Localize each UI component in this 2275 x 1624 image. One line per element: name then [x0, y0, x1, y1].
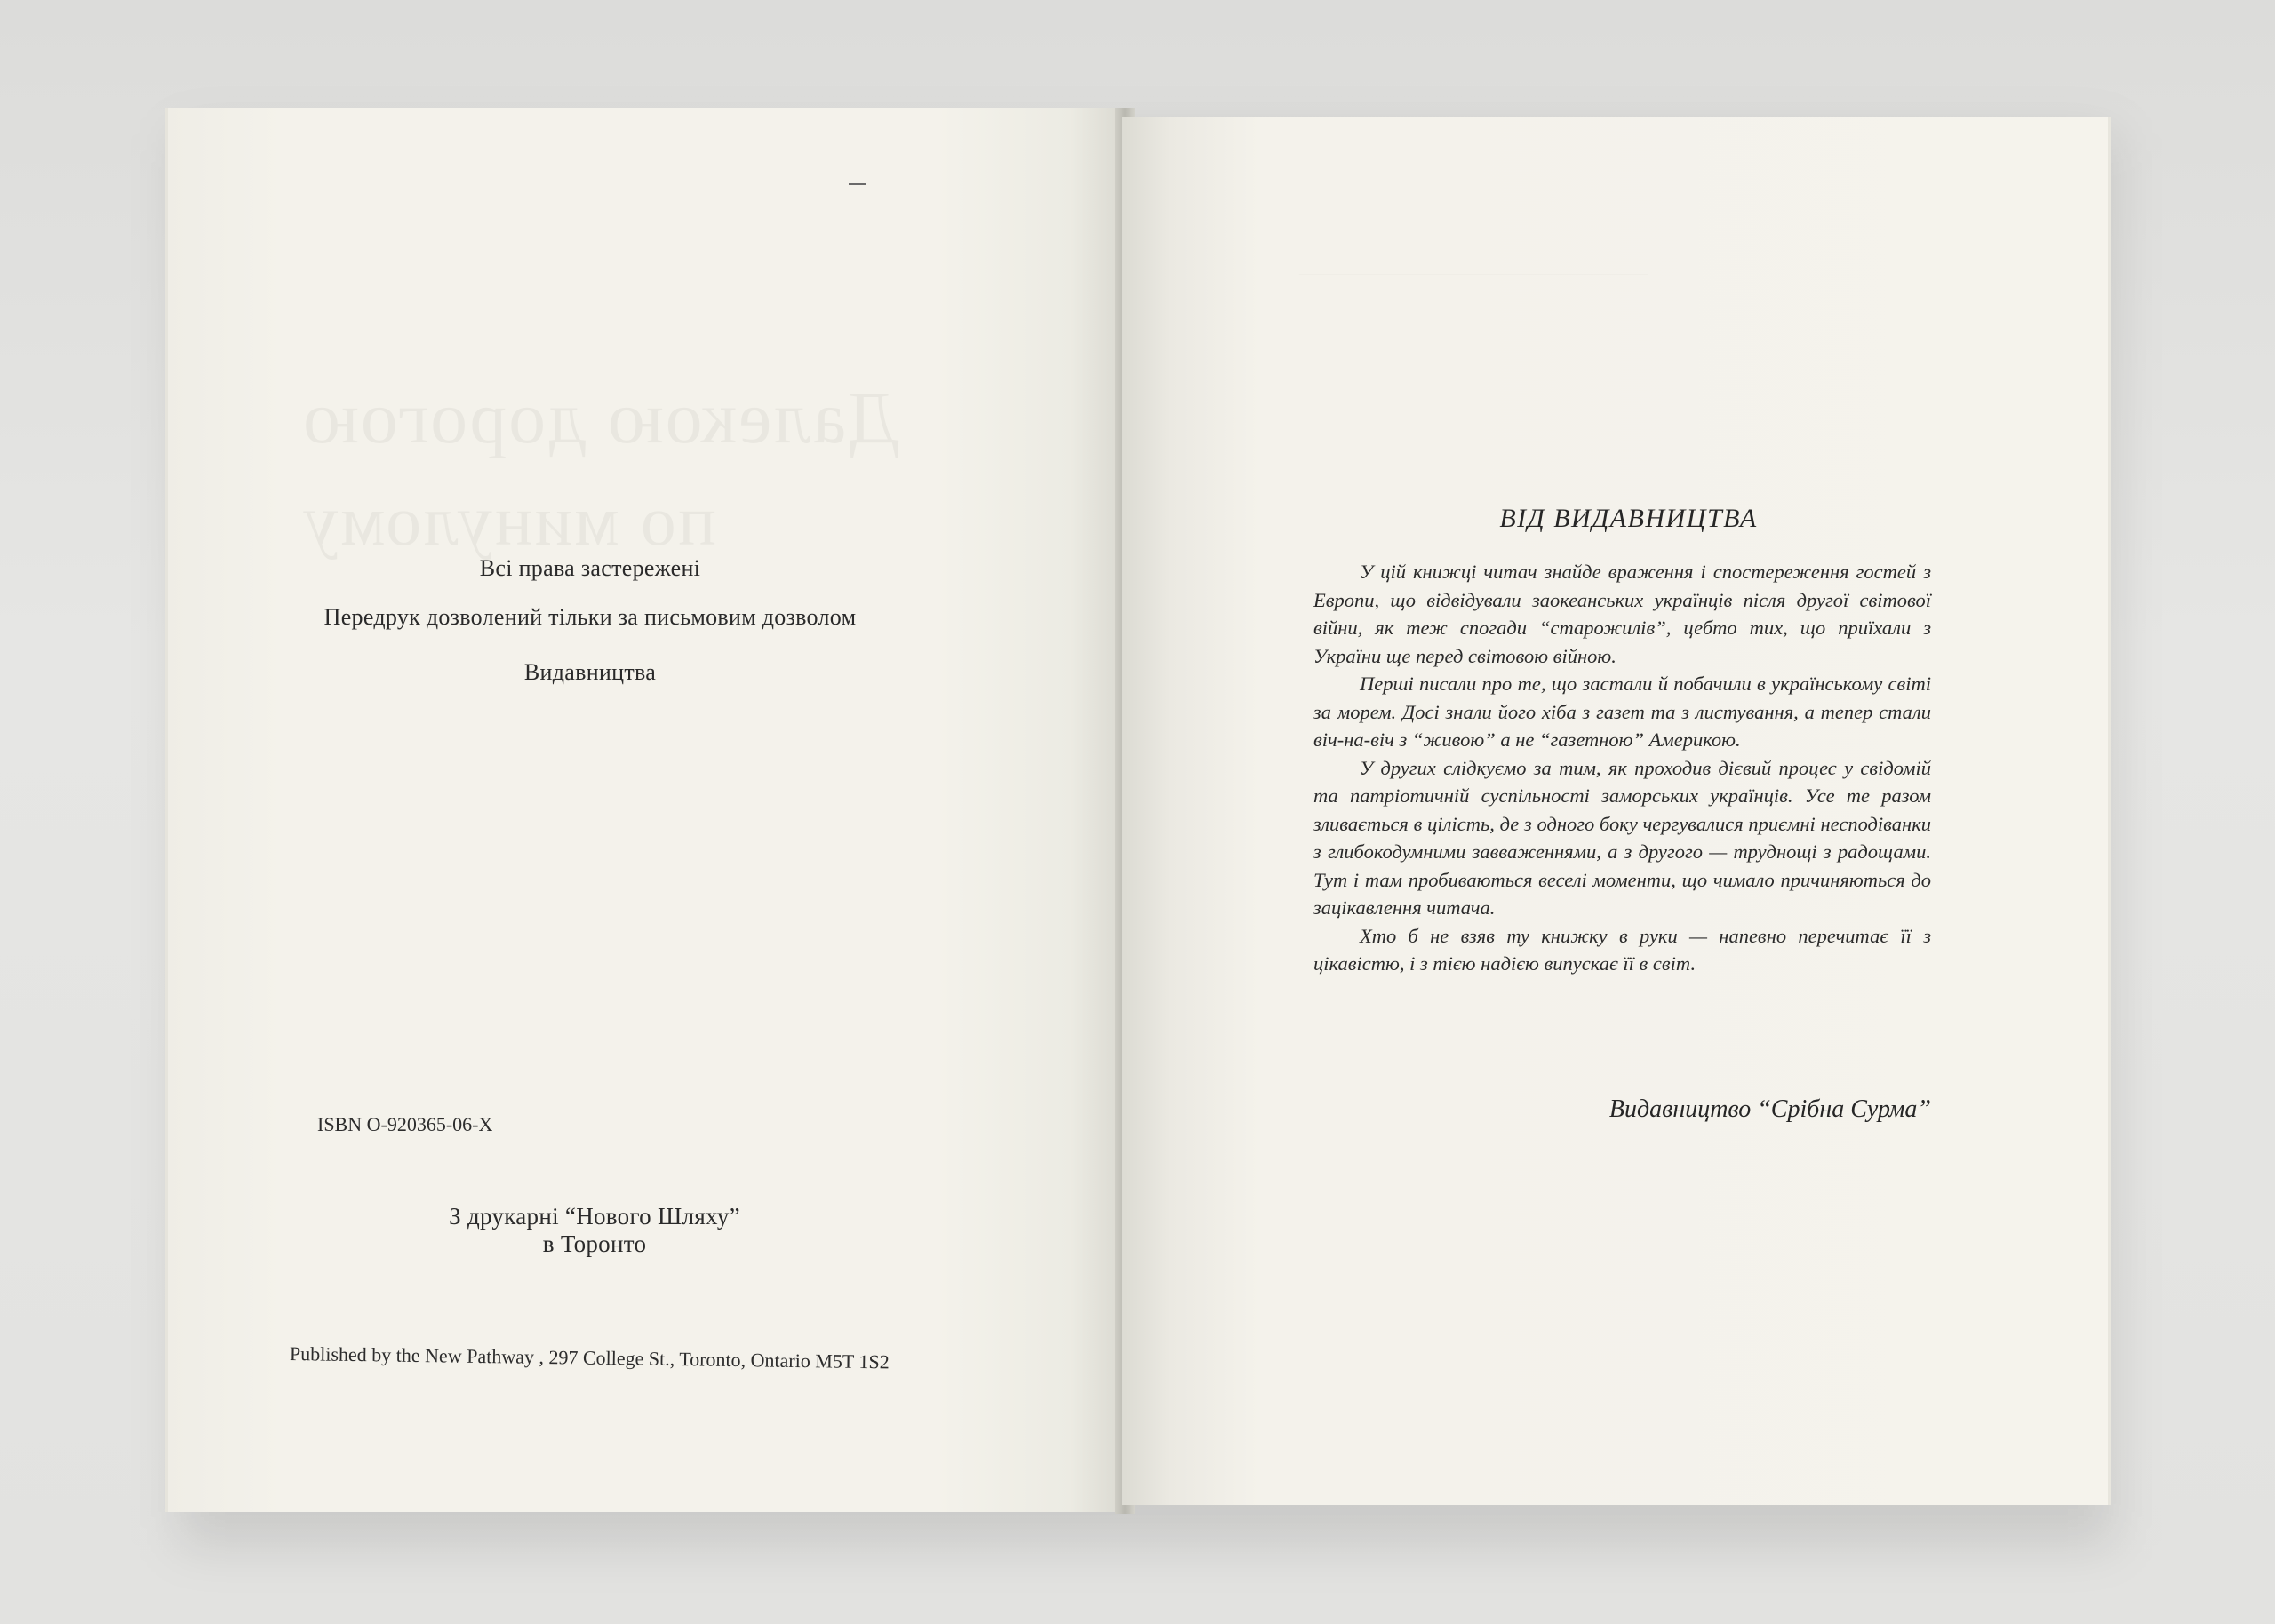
- reprint-notice: Передрук дозволений тільки за письмовим дозволом: [323, 604, 857, 630]
- publisher-foreword-body: [1313, 558, 1931, 978]
- publisher-signature: Видавництво “Срібна Сурма”: [1608, 1095, 1931, 1123]
- publisher-name: Видавництва: [523, 659, 657, 685]
- show-through-title: [301, 375, 899, 461]
- show-through-subtitle: [301, 482, 716, 562]
- foreword-paragraph: У других слідкуємо за тим, як проходив дієвий процес у свідомій та патріотичній суспільності заморських українців. Усе те разом зливається в цілість, де з одного боку чергувалися приємні несподіванки з глибокодумними завваженнями, а з другого — труднощі з радощами. Тут і там пробиваються веселі моменти, що чимало причиняються до зацікавлення читача.: [1313, 756, 1931, 919]
- printer-line: З друкарні “Нового Шляху”: [449, 1203, 740, 1230]
- ink-mark: [849, 183, 866, 185]
- foreword-paragraph: У цій книжці читач знайде враження і спостереження гостей з Европи, що відвідували заокеанських українців після другої світової війни, як теж спогади “старожилів”, цебто тих, що приїхали з України ще перед світовою війною.: [1313, 561, 1931, 667]
- published-by: Published by the New Pathway , 297 College St., Toronto, Ontario M5T 1S2: [289, 1342, 890, 1373]
- foreword-paragraph: Перші писали про те, що застали й побачили в українському світі за морем. Досі знали його хіба з газет та з листування, а тепер стали віч-на-віч з “живою” а не “газетною” Америкою.: [1313, 673, 1931, 751]
- isbn: ISBN O-920365-06-X: [317, 1113, 493, 1135]
- publisher-foreword-heading: ВІД ВИДАВНИЦТВА: [1499, 504, 1758, 533]
- show-through-lines: [1299, 259, 1648, 288]
- rights-reserved: Всі права застережені: [479, 555, 701, 581]
- left-page: [165, 108, 1128, 1512]
- foreword-paragraph: Хто б не взяв ту книжку в руки — напевно перечитає її з цікавістю, і з тією надією випускає її в світ.: [1313, 924, 1931, 975]
- printer-city: в Торонто: [542, 1230, 647, 1257]
